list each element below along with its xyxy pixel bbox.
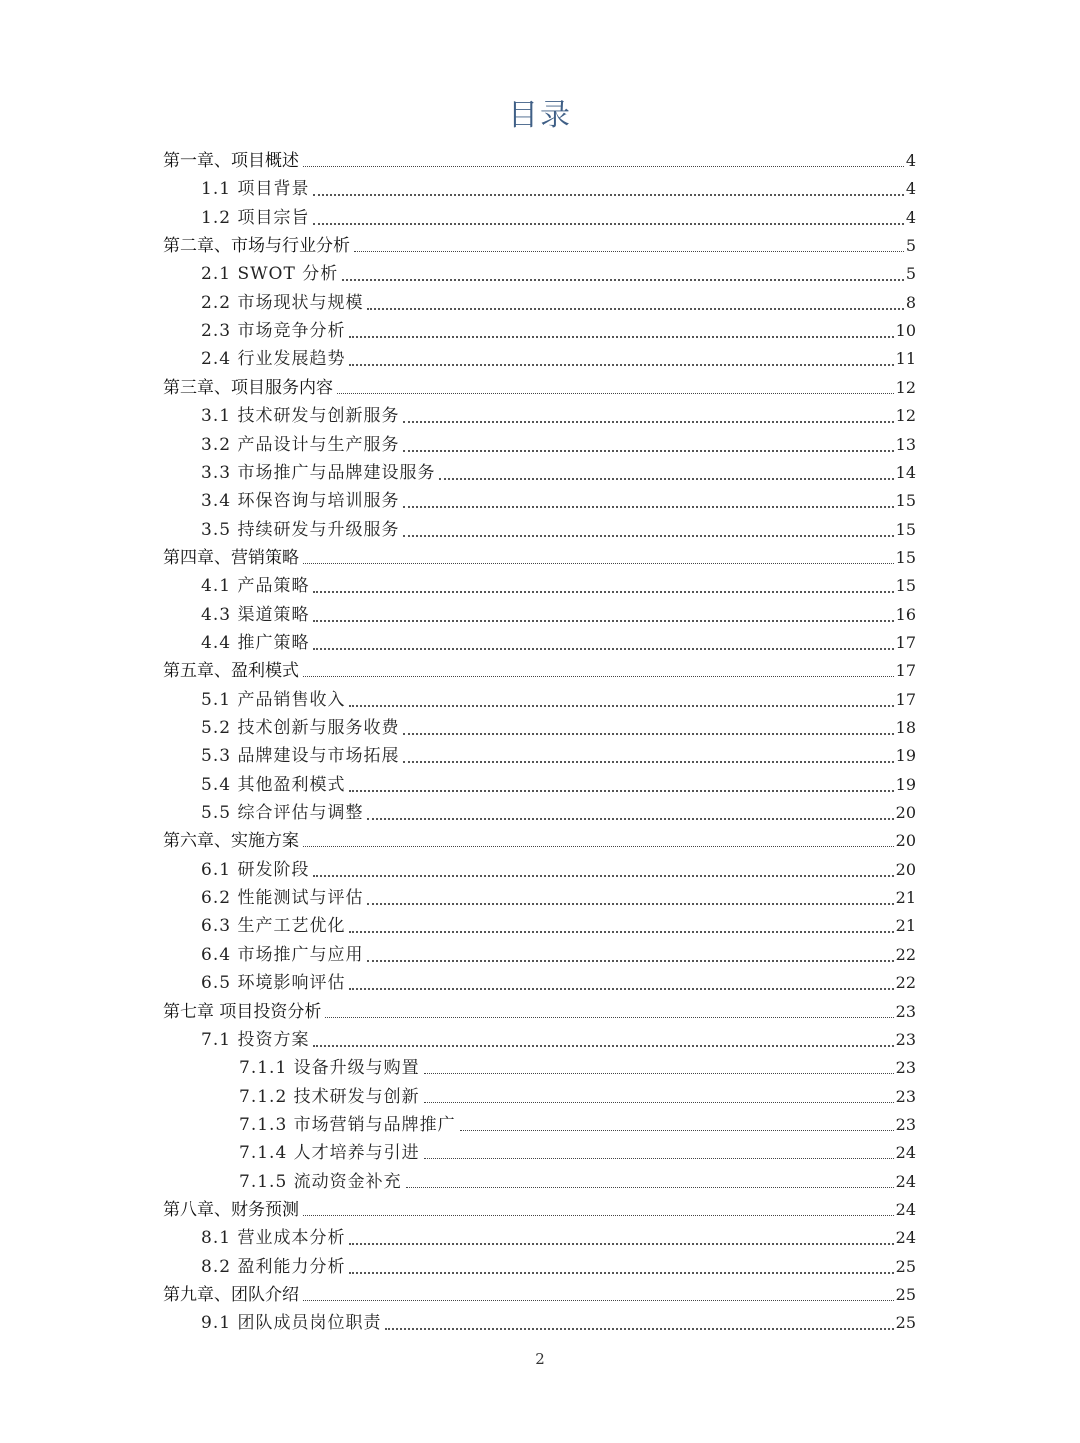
toc-entry-label: 第九章、团队介绍 bbox=[163, 1285, 299, 1305]
toc-entry-label: 第二章、市场与行业分析 bbox=[163, 236, 350, 256]
toc-entry[interactable] bbox=[201, 342, 916, 370]
toc-entry[interactable] bbox=[163, 824, 916, 852]
toc-dot-leader bbox=[367, 818, 893, 820]
toc-entry[interactable] bbox=[201, 1306, 916, 1334]
toc-entry[interactable] bbox=[201, 314, 916, 342]
toc-entry-label: 5.2 技术创新与服务收费 bbox=[201, 718, 400, 738]
toc-entry[interactable] bbox=[201, 626, 916, 654]
toc-entry-page-number: 20 bbox=[895, 831, 916, 850]
toc-entry[interactable] bbox=[201, 938, 916, 966]
toc-dot-leader bbox=[403, 450, 893, 452]
toc-entry[interactable] bbox=[201, 399, 916, 427]
toc-entry[interactable] bbox=[201, 711, 916, 739]
toc-entry[interactable] bbox=[163, 371, 916, 399]
toc-dot-leader bbox=[313, 620, 893, 622]
toc-entry-label: 5.1 产品销售收入 bbox=[201, 690, 346, 710]
toc-dot-leader bbox=[313, 223, 903, 225]
toc-entry-page-number: 11 bbox=[895, 349, 916, 368]
toc-entry-label: 3.4 环保咨询与培训服务 bbox=[201, 491, 400, 511]
toc-entry[interactable] bbox=[201, 1023, 916, 1051]
toc-dot-leader bbox=[303, 676, 894, 677]
toc-dot-leader bbox=[313, 1045, 893, 1047]
toc-dot-leader bbox=[406, 1187, 894, 1188]
toc-dot-leader bbox=[403, 506, 893, 508]
toc-dot-leader bbox=[337, 393, 894, 394]
toc-entry[interactable] bbox=[239, 1165, 916, 1193]
toc-dot-leader bbox=[342, 279, 904, 281]
toc-entry-page-number: 4 bbox=[905, 151, 916, 170]
toc-entry-label: 第八章、财务预测 bbox=[163, 1200, 299, 1220]
toc-entry-page-number: 18 bbox=[895, 718, 916, 737]
toc-entry[interactable] bbox=[201, 569, 916, 597]
toc-entry-page-number: 23 bbox=[895, 1058, 916, 1077]
toc-entry-label: 第七章 项目投资分析 bbox=[163, 1002, 322, 1022]
toc-dot-leader bbox=[367, 960, 893, 962]
toc-entry-page-number: 10 bbox=[895, 321, 916, 340]
toc-entry-page-number: 23 bbox=[895, 1002, 916, 1021]
toc-entry-page-number: 8 bbox=[905, 293, 916, 312]
toc-entry-label: 9.1 团队成员岗位职责 bbox=[201, 1313, 382, 1333]
toc-dot-leader bbox=[385, 1328, 893, 1330]
toc-entry-page-number: 19 bbox=[895, 775, 916, 794]
toc-dot-leader bbox=[349, 931, 893, 933]
toc-dot-leader bbox=[325, 1017, 893, 1018]
toc-entry-label: 3.1 技术研发与创新服务 bbox=[201, 406, 400, 426]
toc-entry[interactable] bbox=[239, 1108, 916, 1136]
toc-entry-label: 第三章、项目服务内容 bbox=[163, 378, 333, 398]
toc-entry-label: 5.4 其他盈利模式 bbox=[201, 775, 346, 795]
toc-entry-label: 1.1 项目背景 bbox=[201, 179, 310, 199]
toc-entry-label: 第五章、盈利模式 bbox=[163, 661, 299, 681]
toc-dot-leader bbox=[349, 705, 893, 707]
toc-entry[interactable] bbox=[239, 1136, 916, 1164]
toc-entry-page-number: 23 bbox=[895, 1087, 916, 1106]
toc-dot-leader bbox=[349, 988, 893, 990]
toc-dot-leader bbox=[403, 733, 893, 735]
toc-entry-label: 2.2 市场现状与规模 bbox=[201, 293, 364, 313]
toc-entry-label: 7.1 投资方案 bbox=[201, 1030, 310, 1050]
toc-entry-page-number: 4 bbox=[905, 179, 916, 198]
toc-entry-page-number: 21 bbox=[895, 888, 916, 907]
toc-dot-leader bbox=[303, 166, 904, 167]
toc-entry-label: 5.5 综合评估与调整 bbox=[201, 803, 364, 823]
toc-dot-leader bbox=[460, 1130, 894, 1131]
toc-entry-label: 2.1 SWOT 分析 bbox=[201, 264, 339, 284]
toc-entry-page-number: 12 bbox=[895, 378, 916, 397]
page-number: 2 bbox=[535, 1350, 545, 1368]
toc-entry-page-number: 19 bbox=[895, 746, 916, 765]
toc-entry-page-number: 25 bbox=[895, 1285, 916, 1304]
toc-entry[interactable] bbox=[201, 853, 916, 881]
toc-entry-label: 第六章、实施方案 bbox=[163, 831, 299, 851]
toc-entry[interactable] bbox=[201, 286, 916, 314]
toc-entry-page-number: 20 bbox=[895, 860, 916, 879]
toc-entry-label: 6.3 生产工艺优化 bbox=[201, 916, 346, 936]
toc-dot-leader bbox=[349, 1272, 893, 1274]
toc-entry[interactable] bbox=[201, 257, 916, 285]
toc-entry-label: 8.1 营业成本分析 bbox=[201, 1228, 346, 1248]
toc-entry-page-number: 15 bbox=[895, 520, 916, 539]
toc-entry[interactable] bbox=[163, 1193, 916, 1221]
toc-dot-leader bbox=[349, 364, 893, 366]
toc-entry-label: 4.1 产品策略 bbox=[201, 576, 310, 596]
toc-dot-leader bbox=[313, 194, 903, 196]
toc-entry-page-number: 4 bbox=[905, 208, 916, 227]
toc-entry[interactable] bbox=[201, 513, 916, 541]
toc-dot-leader bbox=[439, 478, 893, 480]
toc-entry-page-number: 12 bbox=[895, 406, 916, 425]
toc-entry-label: 3.2 产品设计与生产服务 bbox=[201, 435, 400, 455]
toc-entry-page-number: 23 bbox=[895, 1030, 916, 1049]
toc-entry-label: 第四章、营销策略 bbox=[163, 548, 299, 568]
toc-entry-label: 4.4 推广策略 bbox=[201, 633, 310, 653]
toc-entry-page-number: 25 bbox=[895, 1313, 916, 1332]
toc-dot-leader bbox=[313, 648, 893, 650]
toc-entry-label: 7.1.2 技术研发与创新 bbox=[239, 1087, 420, 1107]
toc-entry-page-number: 5 bbox=[905, 264, 916, 283]
toc-entry-page-number: 15 bbox=[895, 491, 916, 510]
toc-entry-page-number: 24 bbox=[895, 1143, 916, 1162]
toc-entry-label: 6.2 性能测试与评估 bbox=[201, 888, 364, 908]
toc-entry[interactable] bbox=[201, 739, 916, 767]
toc-entry-label: 4.3 渠道策略 bbox=[201, 605, 310, 625]
toc-entry-label: 1.2 项目宗旨 bbox=[201, 208, 310, 228]
toc-dot-leader bbox=[367, 308, 903, 310]
toc-dot-leader bbox=[313, 591, 893, 593]
toc-dot-leader bbox=[303, 563, 894, 564]
toc-dot-leader bbox=[403, 535, 893, 537]
toc-entry-page-number: 22 bbox=[895, 945, 916, 964]
toc-entry[interactable] bbox=[201, 484, 916, 512]
toc-entry[interactable] bbox=[201, 909, 916, 937]
toc-entry[interactable] bbox=[201, 683, 916, 711]
toc-entry-label: 2.4 行业发展趋势 bbox=[201, 349, 346, 369]
toc-dot-leader bbox=[424, 1073, 894, 1074]
toc-entry-page-number: 14 bbox=[895, 463, 916, 482]
toc-entry-page-number: 15 bbox=[895, 576, 916, 595]
toc-entry-label: 7.1.3 市场营销与品牌推广 bbox=[239, 1115, 456, 1135]
toc-dot-leader bbox=[424, 1102, 894, 1103]
toc-dot-leader bbox=[303, 846, 894, 847]
toc-entry-label: 3.3 市场推广与品牌建设服务 bbox=[201, 463, 436, 483]
toc-entry-label: 7.1.4 人才培养与引进 bbox=[239, 1143, 420, 1163]
toc-dot-leader bbox=[403, 421, 893, 423]
toc-dot-leader bbox=[354, 251, 904, 252]
toc-dot-leader bbox=[403, 761, 893, 763]
toc-entry[interactable] bbox=[163, 995, 916, 1023]
toc-entry[interactable] bbox=[163, 654, 916, 682]
toc-entry-label: 6.5 环境影响评估 bbox=[201, 973, 346, 993]
toc-entry-label: 2.3 市场竞争分析 bbox=[201, 321, 346, 341]
toc-entry[interactable] bbox=[201, 172, 916, 200]
toc-entry[interactable] bbox=[163, 229, 916, 257]
toc-entry[interactable] bbox=[201, 1250, 916, 1278]
toc-entry-page-number: 17 bbox=[895, 690, 916, 709]
toc-entry-page-number: 16 bbox=[895, 605, 916, 624]
toc-dot-leader bbox=[349, 790, 893, 792]
toc-entry-page-number: 22 bbox=[895, 973, 916, 992]
toc-entry-label: 8.2 盈利能力分析 bbox=[201, 1257, 346, 1277]
toc-entry-page-number: 5 bbox=[905, 236, 916, 255]
toc-dot-leader bbox=[367, 903, 893, 905]
toc-dot-leader bbox=[313, 875, 893, 877]
toc-entry[interactable] bbox=[239, 1080, 916, 1108]
toc-entry-page-number: 15 bbox=[895, 548, 916, 567]
toc-dot-leader bbox=[303, 1300, 894, 1301]
toc-entry-page-number: 13 bbox=[895, 435, 916, 454]
toc-entry[interactable] bbox=[163, 144, 916, 172]
toc-entry[interactable] bbox=[239, 1051, 916, 1079]
toc-dot-leader bbox=[349, 336, 893, 338]
toc-entry[interactable] bbox=[201, 966, 916, 994]
toc-entry[interactable] bbox=[201, 881, 916, 909]
toc-entry-page-number: 17 bbox=[895, 661, 916, 680]
toc-entry-page-number: 24 bbox=[895, 1228, 916, 1247]
toc-entry[interactable] bbox=[163, 1278, 916, 1306]
toc-entry-page-number: 24 bbox=[895, 1172, 916, 1191]
toc-entry[interactable] bbox=[201, 456, 916, 484]
toc-entry-label: 6.1 研发阶段 bbox=[201, 860, 310, 880]
toc-entry-label: 第一章、项目概述 bbox=[163, 151, 299, 171]
toc-entry[interactable] bbox=[201, 796, 916, 824]
toc-entry[interactable] bbox=[201, 1221, 916, 1249]
toc-dot-leader bbox=[303, 1215, 894, 1216]
toc-entry-label: 7.1.5 流动资金补充 bbox=[239, 1172, 402, 1192]
toc-dot-leader bbox=[424, 1158, 894, 1159]
toc-entry-page-number: 25 bbox=[895, 1257, 916, 1276]
toc-entry-label: 7.1.1 设备升级与购置 bbox=[239, 1058, 420, 1078]
toc-entry[interactable] bbox=[201, 598, 916, 626]
toc-entry[interactable] bbox=[163, 541, 916, 569]
toc-entry-page-number: 17 bbox=[895, 633, 916, 652]
toc-entry[interactable] bbox=[201, 428, 916, 456]
toc-entry-label: 3.5 持续研发与升级服务 bbox=[201, 520, 400, 540]
toc-entry-page-number: 20 bbox=[895, 803, 916, 822]
toc-entry[interactable] bbox=[201, 201, 916, 229]
toc-entry[interactable] bbox=[201, 768, 916, 796]
toc-entry-page-number: 24 bbox=[895, 1200, 916, 1219]
toc-entry-page-number: 21 bbox=[895, 916, 916, 935]
toc-dot-leader bbox=[349, 1243, 893, 1245]
toc-entry-label: 5.3 品牌建设与市场拓展 bbox=[201, 746, 400, 766]
toc-entry-label: 6.4 市场推广与应用 bbox=[201, 945, 364, 965]
toc-title: 目录 bbox=[508, 98, 572, 133]
toc-entry-page-number: 23 bbox=[895, 1115, 916, 1134]
